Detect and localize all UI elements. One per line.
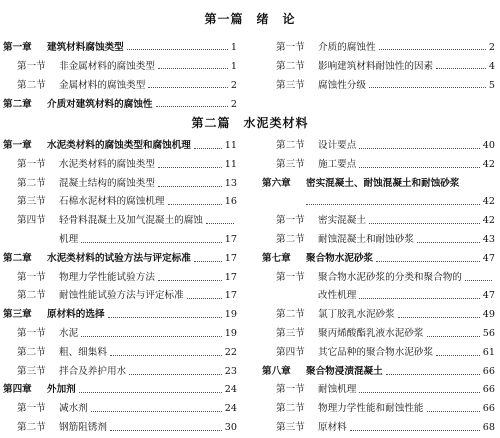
toc-entry-title: 耐蚀混凝土和耐蚀砂浆 bbox=[318, 233, 414, 245]
toc-dot-leader bbox=[436, 355, 480, 356]
toc-page-number: 17 bbox=[224, 233, 237, 245]
toc-chapter-row[interactable] bbox=[3, 250, 240, 269]
toc-dot-leader bbox=[379, 49, 486, 50]
toc-entry-number: 第一节 bbox=[17, 403, 46, 415]
toc-entry-title: 改性机理 bbox=[318, 290, 357, 302]
toc-entry-title: 外加剂 bbox=[47, 384, 76, 396]
toc-page-number: 11 bbox=[224, 158, 237, 170]
toc-section-row[interactable] bbox=[262, 212, 498, 231]
toc-entry-number: 第三节 bbox=[17, 196, 46, 208]
toc-dot-leader bbox=[158, 280, 222, 281]
toc-page-number: 11 bbox=[224, 140, 237, 151]
toc-entry-title: 氯丁胶乳水泥砂浆 bbox=[318, 309, 395, 321]
toc-section-row[interactable] bbox=[3, 363, 240, 382]
toc-entry-number: 第一节 bbox=[276, 215, 305, 227]
toc-page-number: 40 bbox=[482, 140, 495, 151]
toc-entry-number: 第三节 bbox=[276, 327, 305, 339]
toc-dot-leader bbox=[91, 411, 222, 412]
toc-dot-leader bbox=[81, 242, 222, 243]
toc-entry-number: 第二章 bbox=[3, 99, 32, 110]
toc-section-row[interactable] bbox=[262, 38, 498, 57]
toc-entry-number: 第六章 bbox=[262, 177, 291, 189]
toc-entry-number: 第七章 bbox=[262, 252, 291, 264]
toc-entry-number: 第三节 bbox=[17, 365, 46, 377]
toc-dot-leader bbox=[187, 298, 222, 299]
toc-section-row[interactable] bbox=[262, 325, 498, 344]
toc-dot-leader bbox=[129, 374, 222, 375]
toc-section-row[interactable] bbox=[3, 175, 240, 194]
toc-dot-leader bbox=[359, 148, 480, 149]
toc-entry-number: 第二节 bbox=[17, 421, 46, 433]
toc-dot-leader bbox=[194, 261, 222, 262]
toc-page-number: 2 bbox=[230, 99, 237, 110]
toc-page-number: 5 bbox=[488, 80, 495, 91]
toc-entry-number: 第一节 bbox=[276, 384, 305, 396]
toc-entry-title: 影响建筑材料耐蚀性的因素 bbox=[318, 61, 434, 72]
toc-dot-leader bbox=[79, 392, 222, 393]
toc-section-row[interactable] bbox=[262, 306, 498, 325]
part-1-title: 第一篇 绪 论 bbox=[204, 12, 296, 26]
toc-dot-leader bbox=[158, 186, 222, 187]
toc-entry-title: 非金属材料的腐蚀类型 bbox=[59, 61, 155, 72]
toc-section-row[interactable] bbox=[3, 193, 240, 212]
toc-section-row[interactable] bbox=[3, 400, 240, 419]
toc-page-number: 22 bbox=[224, 346, 237, 358]
toc-page-number: 19 bbox=[224, 309, 237, 321]
toc-dot-leader bbox=[359, 392, 480, 393]
toc-section-row[interactable] bbox=[3, 76, 240, 95]
toc-page-number: 42 bbox=[482, 196, 495, 208]
toc-entry-number: 第二节 bbox=[17, 346, 46, 358]
toc-page-number: 42 bbox=[482, 158, 495, 170]
toc-page-number: 49 bbox=[482, 309, 495, 321]
toc-chapter-row[interactable] bbox=[262, 175, 498, 194]
toc-entry-title: 聚丙烯酸酯乳液水泥砂浆 bbox=[318, 327, 424, 339]
toc-page-number: 47 bbox=[482, 252, 495, 264]
toc-page-number: 4 bbox=[488, 61, 495, 72]
toc-dot-leader bbox=[398, 317, 480, 318]
toc-dot-leader bbox=[194, 148, 222, 149]
toc-entry-number: 第二节 bbox=[17, 80, 46, 91]
toc-entry-title: 聚合物浸渍混凝土 bbox=[306, 365, 383, 377]
toc-chapter-row[interactable] bbox=[262, 250, 498, 269]
toc-entry-title: 密实混凝土、耐蚀混凝土和耐蚀砂浆 bbox=[306, 177, 460, 189]
toc-section-row[interactable] bbox=[3, 325, 240, 344]
toc-section-row[interactable] bbox=[262, 269, 498, 288]
toc-dot-leader bbox=[81, 336, 222, 337]
toc-entry-number: 第二节 bbox=[276, 403, 305, 415]
toc-chapter-row[interactable] bbox=[262, 363, 498, 382]
toc-entry-number: 第二节 bbox=[17, 290, 46, 302]
toc-page-number: 43 bbox=[482, 233, 495, 245]
toc-page-number: 19 bbox=[224, 327, 237, 339]
toc-dot-leader bbox=[359, 167, 480, 168]
toc-entry-number: 第一章 bbox=[3, 42, 32, 53]
toc-dot-leader bbox=[359, 298, 480, 299]
toc-section-row[interactable] bbox=[3, 419, 240, 438]
toc-dot-leader bbox=[306, 204, 480, 205]
toc-page-number: 30 bbox=[224, 421, 237, 433]
toc-entry-number: 第一节 bbox=[276, 42, 305, 53]
toc-entry-number: 第二章 bbox=[3, 252, 32, 264]
toc-entry-number: 第二节 bbox=[276, 61, 305, 72]
toc-entry-number: 第一节 bbox=[276, 271, 305, 283]
toc-entry-title: 粗、细集料 bbox=[59, 346, 107, 358]
toc-dot-leader bbox=[436, 68, 486, 69]
toc-entry-number: 第三节 bbox=[276, 421, 305, 433]
toc-page-number: 61 bbox=[482, 346, 495, 358]
toc-entry-title: 拌合及养护用水 bbox=[59, 365, 127, 377]
toc-section-row[interactable] bbox=[3, 57, 240, 76]
part-2-left-column bbox=[3, 137, 240, 438]
toc-dot-leader bbox=[386, 374, 480, 375]
toc-entry-title: 原材料的选择 bbox=[47, 309, 105, 321]
toc-dot-leader bbox=[110, 355, 222, 356]
toc-entry-title: 石棉水泥材料的腐蚀机理 bbox=[59, 196, 165, 208]
toc-page-number: 42 bbox=[482, 215, 495, 227]
toc-section-row[interactable] bbox=[262, 381, 498, 400]
toc-page-number: 13 bbox=[224, 177, 237, 189]
toc-section-row[interactable] bbox=[3, 212, 240, 231]
part-1-right-column bbox=[262, 38, 498, 95]
toc-page-number: 66 bbox=[482, 403, 495, 415]
toc-chapter-row[interactable] bbox=[3, 381, 240, 400]
toc-entry-title: 机理 bbox=[59, 233, 79, 245]
toc-section-row[interactable] bbox=[262, 400, 498, 419]
toc-dot-leader bbox=[427, 411, 480, 412]
toc-chapter-row[interactable] bbox=[3, 95, 240, 114]
toc-entry-title: 聚合物水泥砂浆的分类和聚合物的 bbox=[318, 271, 462, 283]
toc-entry-title: 施工要点 bbox=[318, 158, 357, 170]
toc-page-number: 17 bbox=[224, 271, 237, 283]
toc-entry-title: 介质对建筑材料的腐蚀性 bbox=[47, 99, 153, 110]
toc-entry-title: 金属材料的腐蚀类型 bbox=[59, 80, 146, 91]
toc-continuation-row[interactable] bbox=[262, 193, 498, 212]
toc-continuation-row[interactable] bbox=[3, 231, 240, 250]
toc-entry-number: 第三节 bbox=[276, 158, 305, 170]
toc-entry-title: 轻骨料混凝土及加气混凝土的腐蚀 bbox=[59, 215, 203, 227]
toc-dot-leader bbox=[376, 261, 480, 262]
toc-entry-number: 第一节 bbox=[17, 271, 46, 283]
toc-dot-leader bbox=[127, 49, 228, 50]
toc-entry-number: 第二节 bbox=[276, 233, 305, 245]
toc-dot-leader bbox=[156, 106, 228, 107]
part-2-right-column bbox=[262, 137, 498, 438]
toc-entry-title: 水泥类材料的腐蚀类型和腐蚀机理 bbox=[47, 140, 191, 151]
toc-entry-number: 第二节 bbox=[276, 140, 305, 151]
toc-entry-title: 耐蚀机理 bbox=[318, 384, 357, 396]
toc-entry-title: 建筑材料腐蚀类型 bbox=[47, 42, 124, 53]
toc-entry-title: 水泥类材料的试验方法与评定标准 bbox=[47, 252, 191, 264]
toc-section-row[interactable] bbox=[262, 344, 498, 363]
toc-entry-number: 第二节 bbox=[276, 309, 305, 321]
toc-entry-number: 第一节 bbox=[17, 61, 46, 72]
toc-page-number: 17 bbox=[224, 290, 237, 302]
toc-dot-leader bbox=[417, 242, 480, 243]
toc-page-number: 24 bbox=[224, 403, 237, 415]
toc-page-number: 17 bbox=[224, 252, 237, 264]
toc-page-number: 16 bbox=[224, 196, 237, 208]
toc-dot-leader bbox=[465, 280, 492, 281]
toc-section-row[interactable] bbox=[262, 57, 498, 76]
toc-entry-number: 第三章 bbox=[3, 309, 32, 321]
part-2-title: 第二篇 水泥类材料 bbox=[191, 116, 309, 130]
toc-page-number: 1 bbox=[230, 61, 237, 72]
toc-section-row[interactable] bbox=[262, 76, 498, 95]
toc-continuation-row[interactable] bbox=[262, 287, 498, 306]
toc-section-row[interactable] bbox=[3, 344, 240, 363]
toc-entry-title: 耐蚀性能试验方法与评定标准 bbox=[59, 290, 184, 302]
toc-section-row[interactable] bbox=[262, 156, 498, 175]
toc-page-number: 23 bbox=[224, 365, 237, 377]
toc-entry-title: 其它品种的聚合物水泥砂浆 bbox=[318, 346, 434, 358]
toc-page-number: 56 bbox=[482, 327, 495, 339]
toc-dot-leader bbox=[369, 223, 480, 224]
toc-entry-title: 密实混凝土 bbox=[318, 215, 366, 227]
toc-entry-number: 第一节 bbox=[17, 327, 46, 339]
toc-page-number: 24 bbox=[224, 384, 237, 396]
toc-entry-title: 原材料 bbox=[318, 421, 347, 433]
toc-dot-leader bbox=[206, 223, 234, 224]
toc-section-row[interactable] bbox=[262, 419, 498, 438]
toc-dot-leader bbox=[158, 167, 222, 168]
toc-dot-leader bbox=[108, 317, 222, 318]
toc-entry-title: 水泥类材料的腐蚀类型 bbox=[59, 158, 155, 170]
toc-entry-number: 第一节 bbox=[17, 158, 46, 170]
toc-entry-title: 水泥 bbox=[59, 327, 79, 339]
toc-entry-title: 聚合物水泥砂浆 bbox=[306, 252, 374, 264]
toc-chapter-row[interactable] bbox=[3, 306, 240, 325]
toc-entry-title: 设计要点 bbox=[318, 140, 357, 151]
toc-entry-number: 第四章 bbox=[3, 384, 32, 396]
toc-dot-leader bbox=[369, 87, 486, 88]
toc-dot-leader bbox=[350, 430, 480, 431]
toc-dot-leader bbox=[427, 336, 480, 337]
toc-entry-number: 第四节 bbox=[276, 346, 305, 358]
toc-entry-number: 第二节 bbox=[17, 177, 46, 189]
toc-page-number: 66 bbox=[482, 384, 495, 396]
toc-page-number: 66 bbox=[482, 365, 495, 377]
toc-page-number: 2 bbox=[488, 42, 495, 53]
toc-page-number: 68 bbox=[482, 421, 495, 433]
toc-page-number: 1 bbox=[230, 42, 237, 53]
toc-section-row[interactable] bbox=[262, 231, 498, 250]
part-1-left-column bbox=[3, 38, 240, 114]
toc-entry-title: 钢筋阻锈剂 bbox=[59, 421, 107, 433]
toc-dot-leader bbox=[148, 87, 228, 88]
toc-section-row[interactable] bbox=[3, 269, 240, 288]
toc-entry-number: 第四节 bbox=[17, 215, 46, 227]
toc-section-row[interactable] bbox=[3, 287, 240, 306]
toc-entry-number: 第三节 bbox=[276, 80, 305, 91]
toc-chapter-row[interactable] bbox=[3, 137, 240, 156]
toc-page-number: 2 bbox=[230, 80, 237, 91]
toc-section-row[interactable] bbox=[262, 137, 498, 156]
toc-page-number: 47 bbox=[482, 290, 495, 302]
toc-dot-leader bbox=[158, 68, 228, 69]
toc-dot-leader bbox=[168, 204, 222, 205]
toc-entry-title: 物理力学性能试验方法 bbox=[59, 271, 155, 283]
toc-entry-number: 第一章 bbox=[3, 140, 32, 151]
toc-entry-number: 第八章 bbox=[262, 365, 291, 377]
toc-section-row[interactable] bbox=[3, 156, 240, 175]
toc-dot-leader bbox=[110, 430, 222, 431]
toc-entry-title: 介质的腐蚀性 bbox=[318, 42, 376, 53]
toc-entry-title: 混凝土结构的腐蚀类型 bbox=[59, 177, 155, 189]
toc-entry-title: 腐蚀性分级 bbox=[318, 80, 366, 91]
toc-chapter-row[interactable] bbox=[3, 38, 240, 57]
toc-entry-title: 减水剂 bbox=[59, 403, 88, 415]
toc-entry-title: 物理力学性能和耐蚀性能 bbox=[318, 403, 424, 415]
